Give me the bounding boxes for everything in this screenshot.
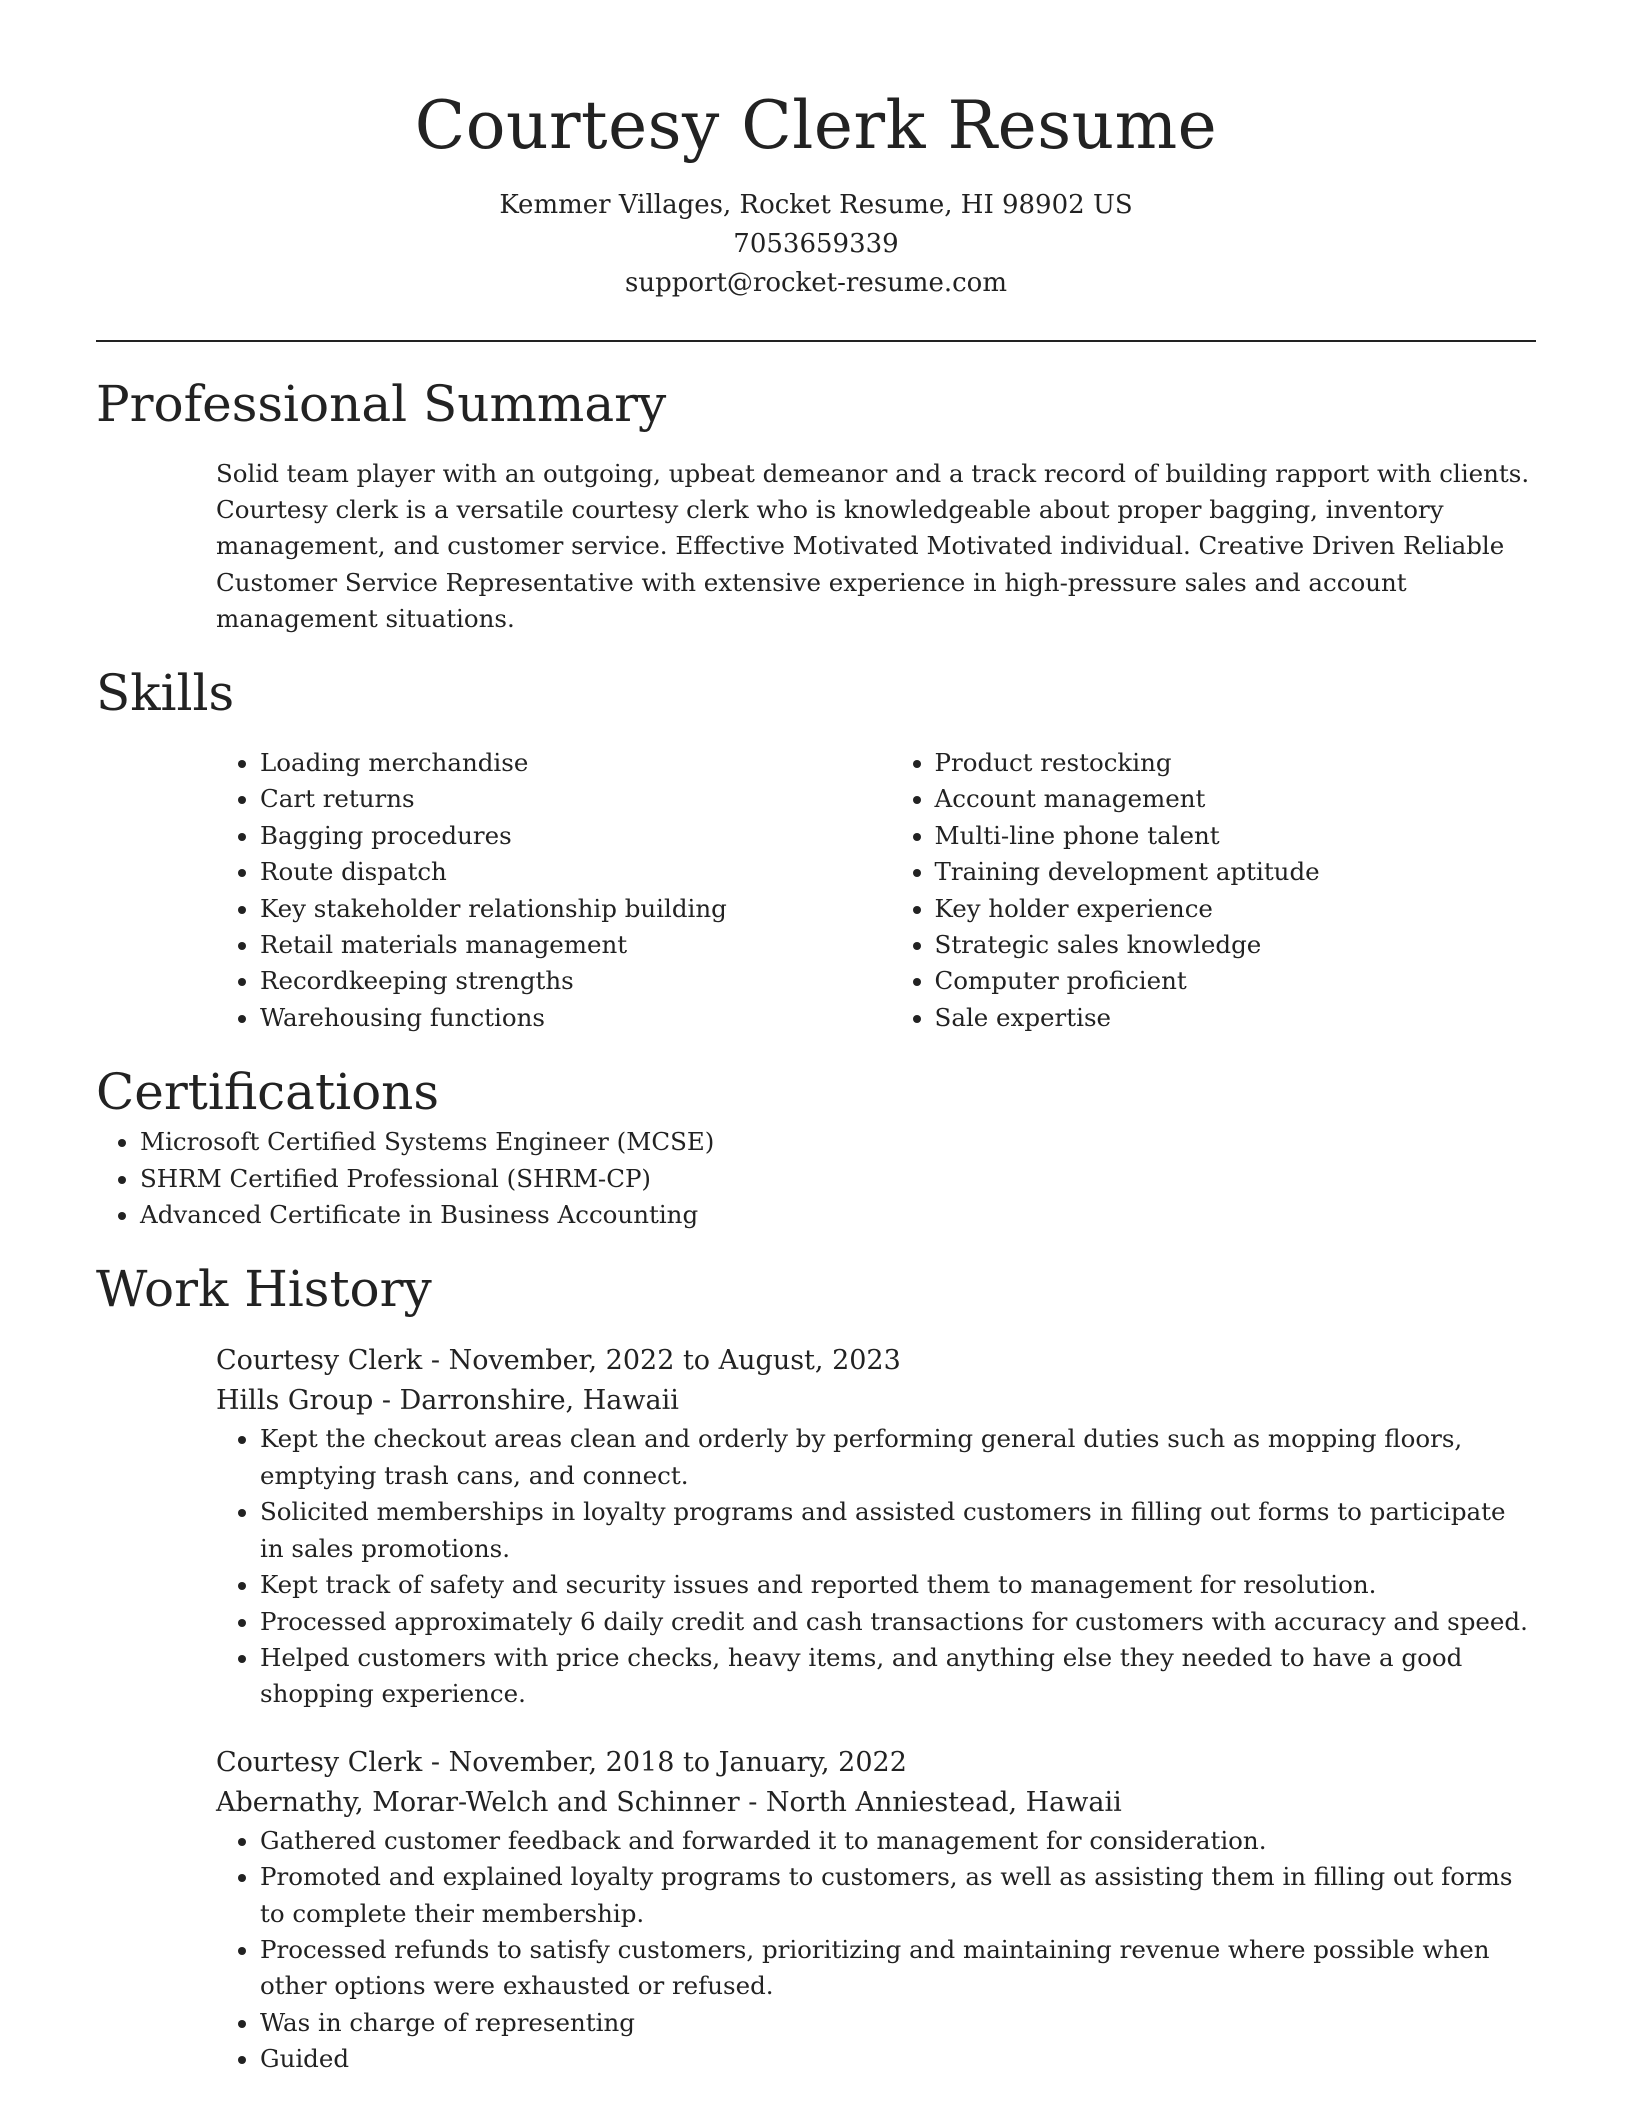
- skill-item: • Warehousing functions: [260, 1000, 891, 1036]
- skill-item: • Training development aptitude: [935, 854, 1536, 890]
- job-entry: [216, 1743, 1536, 2078]
- certification-item: • Advanced Certificate in Business Accounting: [140, 1197, 1536, 1233]
- skill-item: • Product restocking: [935, 745, 1536, 781]
- job-bullet: • Was in charge of representing: [260, 2005, 1536, 2041]
- skill-item: • Loading merchandise: [260, 745, 891, 781]
- job-position: Courtesy Clerk: [216, 1746, 423, 1778]
- skill-item: • Key holder experience: [935, 891, 1536, 927]
- job-location: North Anniestead, Hawaii: [765, 1786, 1122, 1818]
- resume-page: [96, 0, 1536, 2078]
- contact-email: support@rocket-resume.com: [624, 268, 1007, 298]
- job-bullet: • Helped customers with price checks, heavy items, and anything else they needed to have a good shopping experience.: [260, 1640, 1536, 1713]
- section-title-summary: Professional Summary: [96, 375, 667, 433]
- contact-address: Kemmer Villages, Rocket Resume, HI 98902 US: [499, 190, 1133, 220]
- job-bullet: • Processed refunds to satisfy customers, prioritizing and maintaining revenue where possible when other options were exhausted or refused.: [260, 1932, 1536, 2005]
- contact-phone: 7053659339: [733, 229, 899, 259]
- skill-item: • Cart returns: [260, 781, 891, 817]
- skills-list-left: [216, 745, 891, 1036]
- certification-item: • SHRM Certified Professional (SHRM-CP): [140, 1161, 1536, 1197]
- job-location: Darronshire, Hawaii: [399, 1385, 679, 1417]
- skill-item: • Computer proficient: [935, 963, 1536, 999]
- section-title-certifications: Certifications: [96, 1063, 440, 1122]
- job-dates: November, 2022 to August, 2023: [448, 1345, 901, 1377]
- job-company: Hills Group: [216, 1385, 374, 1417]
- job-company-line: Abernathy, Morar-Welch and Schinner - North Anniestead, Hawaii: [216, 1786, 1122, 1818]
- job-bullet: • Guided: [260, 2041, 1536, 2077]
- section-title-work-history: Work History: [96, 1260, 432, 1319]
- certification-item: • Microsoft Certified Systems Engineer (MCSE): [140, 1124, 1536, 1160]
- skill-item: • Account management: [935, 781, 1536, 817]
- skills-grid: [216, 745, 1536, 1036]
- skills-list-right: [891, 745, 1536, 1036]
- skill-item: • Multi-line phone talent: [935, 818, 1536, 854]
- job-entry: [216, 1341, 1536, 1712]
- certifications-list: [96, 1124, 1536, 1233]
- skill-item: • Route dispatch: [260, 854, 891, 890]
- skill-item: • Key stakeholder relationship building: [260, 891, 891, 927]
- resume-header: [96, 0, 1536, 303]
- job-bullet: • Processed approximately 6 daily credit and cash transactions for customers with accuracy and speed.: [260, 1604, 1536, 1640]
- job-bullet: • Solicited memberships in loyalty programs and assisted customers in filling out forms to participate in sales promotions.: [260, 1494, 1536, 1567]
- job-position: Courtesy Clerk: [216, 1345, 423, 1377]
- job-dates: November, 2018 to January, 2022: [448, 1746, 907, 1778]
- job-company-line: Hills Group - Darronshire, Hawaii: [216, 1385, 679, 1417]
- job-bullet: • Kept track of safety and security issues and reported them to management for resolution.: [260, 1567, 1536, 1603]
- job-company: Abernathy, Morar-Welch and Schinner: [216, 1786, 740, 1818]
- job-bullets: [216, 1421, 1536, 1712]
- skill-item: • Sale expertise: [935, 1000, 1536, 1036]
- job-bullet: • Promoted and explained loyalty programs to customers, as well as assisting them in filling out forms to complete their membership.: [260, 1859, 1536, 1932]
- skill-item: • Retail materials management: [260, 927, 891, 963]
- resume-title: Courtesy Clerk Resume: [414, 87, 1218, 164]
- job-bullet: • Gathered customer feedback and forwarded it to management for consideration.: [260, 1823, 1536, 1859]
- job-bullet: • Kept the checkout areas clean and orderly by performing general duties such as mopping floors, emptying trash cans, and connect.: [260, 1421, 1536, 1494]
- skill-item: • Bagging procedures: [260, 818, 891, 854]
- job-bullets: [216, 1823, 1536, 2078]
- skill-item: • Strategic sales knowledge: [935, 927, 1536, 963]
- section-title-skills: Skills: [96, 664, 235, 723]
- job-title-line: Courtesy Clerk - November, 2018 to January, 2022: [216, 1746, 907, 1778]
- summary-text: Solid team player with an outgoing, upbeat demeanor and a track record of building rapport with clients. Courtesy clerk is a versatile courtesy clerk who is knowledgeable about proper bagging, inventory management, and customer service. Effective Motivated Motivated individual. Creative Driven Reliable Customer Service Representative with extensive experience in high-pressure sales and account management situations.: [216, 459, 1530, 633]
- header-divider: [96, 340, 1536, 342]
- job-title-line: Courtesy Clerk - November, 2022 to August, 2023: [216, 1345, 901, 1377]
- skill-item: • Recordkeeping strengths: [260, 963, 891, 999]
